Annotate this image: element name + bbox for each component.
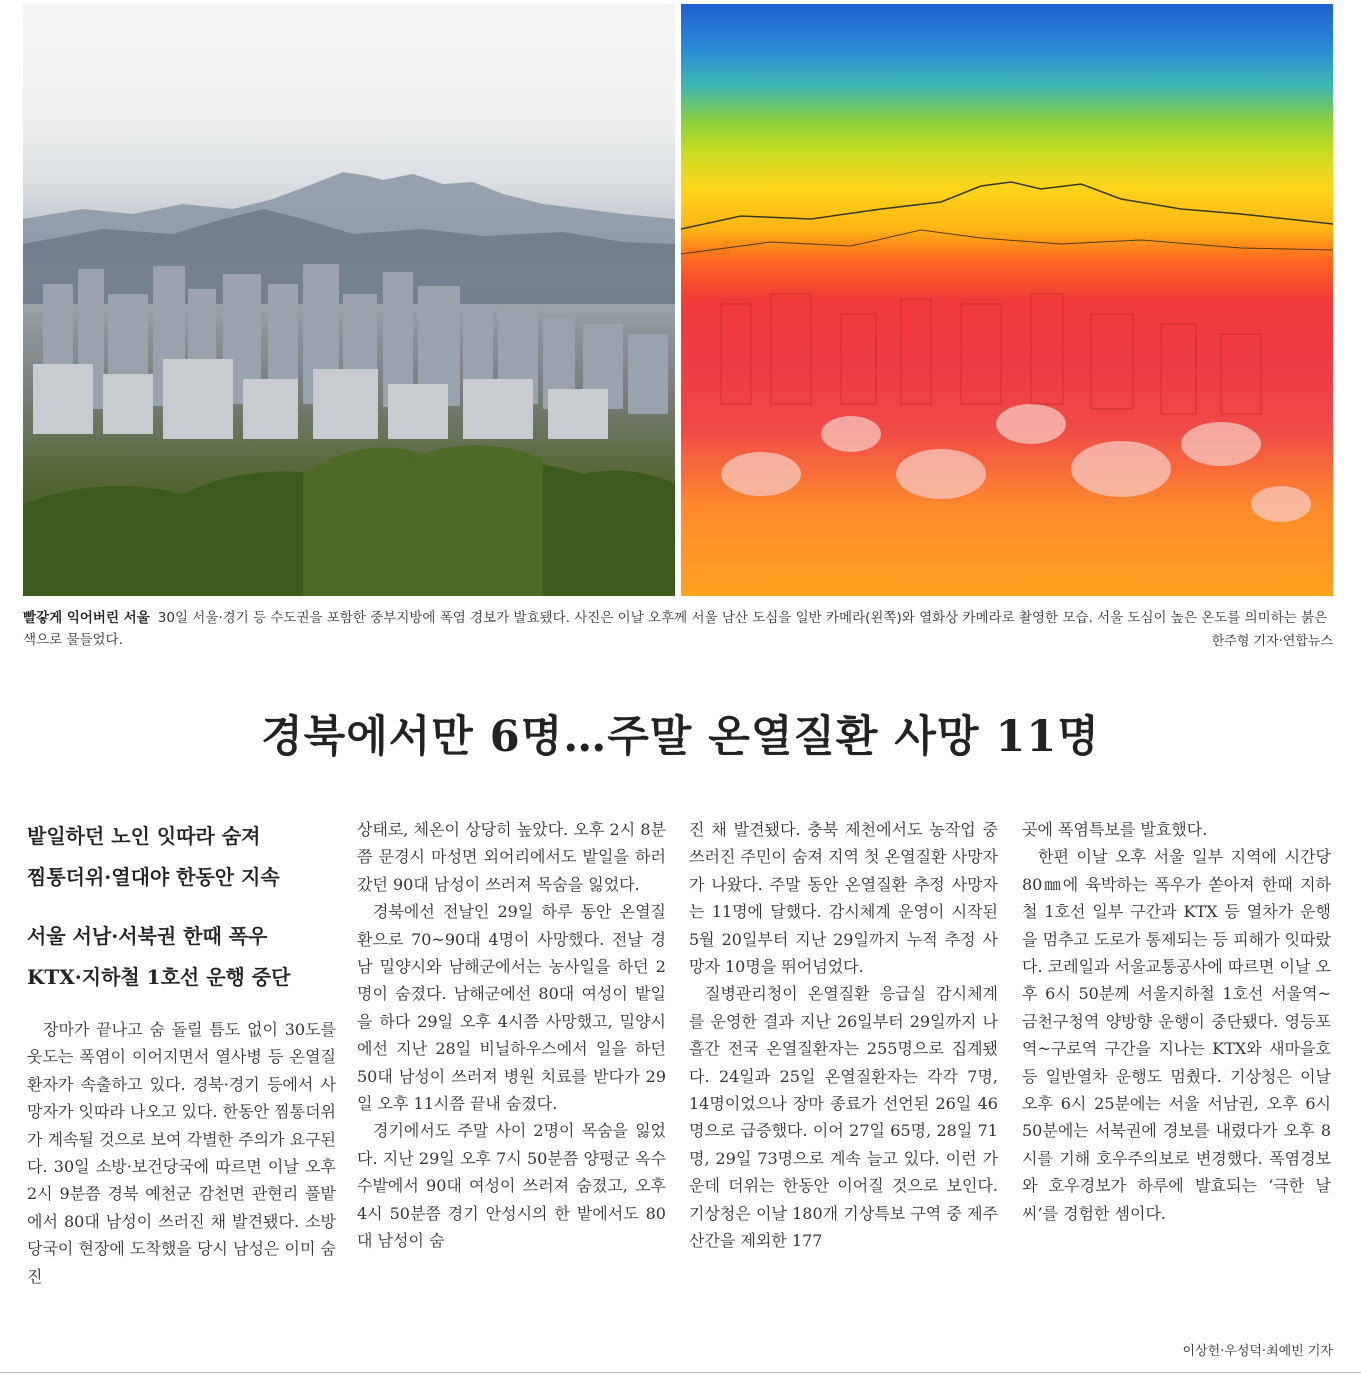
photo-credit: 한주형 기자·연합뉴스 <box>1211 634 1333 649</box>
paragraph: 한편 이날 오후 서울 일부 지역에 시간당 80㎜에 육박하는 폭우가 쏟아져 한때 지하철 1호선 일부 구간과 KTX 등 열차가 운행을 멈추고 도로가 통제되는 등 피해가 잇따랐다. 코레일과 서울교통공사에 따르면 이날 오후 6시 50분께 서울지하철 1호선 서울역~금천구청역 양방향 운행이 중단됐다. 영등포역~구로역 구간을 지나는 KTX와 새마을호 등 일반열차 운행도 멈췄다. 기상청은 이날 오후 6시 25분에는 서울 서남권, 오후 6시 50분에는 서북권에 경보를 내렸다가 오후 8시를 기해 호우주의보로 변경했다. 폭염경보와 호우경보가 하루에 발효되는 ‘극한 날씨’를 경험한 셈이다. <box>1022 847 1331 1223</box>
article-column-2 <box>357 816 666 1255</box>
paragraph: 곳에 폭염특보를 발효했다. <box>1022 820 1208 839</box>
paragraph: 진 채 발견됐다. 충북 제천에서도 농작업 중 쓰러진 주민이 숨져 지역 첫 온열질환 사망자가 나왔다. 주말 동안 온열질환 추정 사망자는 11명에 달했다. 감시체계 운영이 시작된 5월 20일부터 지난 29일까지 누적 추정 사망자 10명을 뛰어넘었다. <box>689 820 998 977</box>
subhead-1-line-2: 찜통더위·열대야 한동안 지속 <box>27 865 280 889</box>
bottom-rule <box>0 1372 1361 1373</box>
caption-label: 빨갛게 익어버린 서울 <box>23 610 150 626</box>
paragraph: 질병관리청이 온열질환 응급실 감시체계를 운영한 결과 지난 26일부터 29일까지 나흘간 전국 온열질환자는 255명으로 집계됐다. 24일과 25일 온열질환자는 각각 7명, 14명이었으나 장마 종료가 선언된 26일 46명으로 급증했다. 이어 27일 65명, 28일 71명, 29일 73명으로 계속 늘고 있다. 이런 가운데 더위는 한동안 이어질 것으로 보인다. 기상청은 이날 180개 기상특보 구역 중 제주 산간을 제외한 177 <box>689 984 998 1251</box>
subhead-2-line-1: 서울 서남·서북권 한때 폭우 <box>27 924 268 948</box>
seoul-city-photo <box>23 4 675 596</box>
paragraph: 경기에서도 주말 사이 2명이 목숨을 잃었다. 지난 29일 오후 7시 50분쯤 양평군 옥수수밭에서 90대 여성이 쓰러져 숨졌고, 오후 4시 50분쯤 경기 안성시의 한 밭에서도 80대 남성이 숨 <box>357 1121 666 1251</box>
article-column-3 <box>689 816 998 1255</box>
headline: 경북에서만 6명…주말 온열질환 사망 11명 <box>261 712 1100 762</box>
subhead-2-line-2: KTX·지하철 1호선 운행 중단 <box>27 965 291 989</box>
paragraph: 장마가 끝나고 숨 돌릴 틈도 없이 30도를 웃도는 폭염이 이어지면서 열사병 등 온열질환자가 속출하고 있다. 경북·경기 등에서 사망자가 잇따라 나오고 있다. 한동안 찜통더위가 계속될 것으로 보여 각별한 주의가 요구된다. 30일 소방·보건당국에 따르면 이날 오후 2시 9분쯤 경북 예천군 감천면 관현리 풀밭에서 80대 남성이 쓰러진 채 발견됐다. 소방당국이 현장에 도착했을 당시 남성은 이미 숨진 <box>27 1020 336 1286</box>
article-column-4 <box>1022 816 1331 1227</box>
subhead-1 <box>27 816 336 898</box>
caption-text: 30일 서울·경기 등 수도권을 포함한 중부지방에 폭염 경보가 발효됐다. 사진은 이날 오후께 서울 남산 도심을 일반 카메라(왼쪽)와 열화상 카메라로 촬영한 모습. 서울 도심이 높은 온도를 의미하는 붉은색으로 물들었다. <box>23 610 1328 648</box>
paragraph: 경북에선 전날인 29일 하루 동안 온열질환으로 70~90대 4명이 사망했다. 전날 경남 밀양시와 남해군에서는 농사일을 하던 2명이 숨졌다. 남해군에선 80대 여성이 밭일을 하다 29일 오후 4시쯤 사망했고, 밀양시에선 지난 28일 비닐하우스에서 일을 하던 50대 남성이 쓰러져 병원 치료를 받다가 29일 오후 11시쯤 끝내 숨졌다. <box>357 902 666 1114</box>
article-column-1 <box>27 816 336 1290</box>
photo-caption <box>23 607 1333 651</box>
subhead-2 <box>27 916 336 998</box>
thermal-camera-photo <box>681 4 1333 596</box>
paragraph: 상태로, 체온이 상당히 높았다. 오후 2시 8분쯤 문경시 마성면 외어리에서도 밭일을 하러 갔던 90대 남성이 쓰러져 목숨을 잃었다. <box>357 820 666 894</box>
subhead-1-line-1: 밭일하던 노인 잇따라 숨져 <box>27 824 261 848</box>
byline: 이상헌·우성덕·최예빈 기자 <box>1182 1344 1333 1359</box>
